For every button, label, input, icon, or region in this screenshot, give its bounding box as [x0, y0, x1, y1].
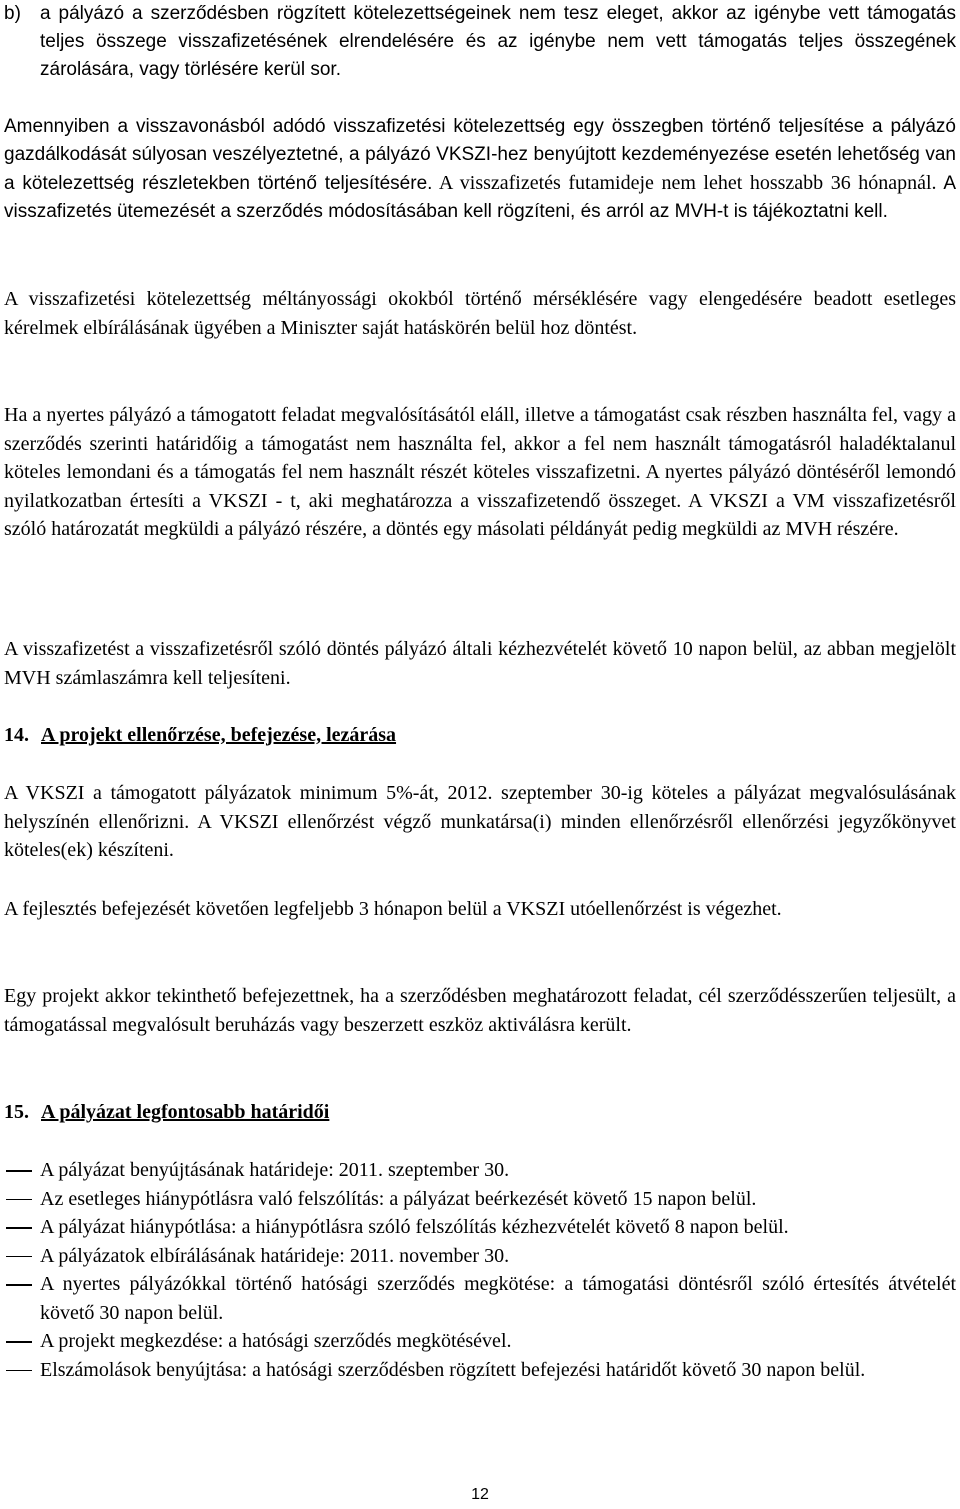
- paragraph-project-completion: Egy projekt akkor tekinthető befejezettnek, ha a szerződésben meghatározott feladat, cél szerződésszerűen teljesült, a támogatással megvalósult beruházás vagy beszerzett eszköz aktiválásra került.: [4, 985, 956, 1036]
- paragraph-repayment-deadline: A visszafizetést a visszafizetésről szóló döntés pályázó általi kézhezvételét követő 10 napon belül, az abban megjelölt MVH számlaszámra kell teljesíteni.: [4, 638, 956, 689]
- list-item: Az esetleges hiánypótlásra való felszólítás: a pályázat beérkezését követő 15 napon belül.: [40, 1187, 757, 1210]
- list-item: A nyertes pályázókkal történő hatósági szerződés megkötése: a támogatási döntésről szóló értesítés átvételét követő 30 napon belül.: [40, 1273, 956, 1324]
- list-item-text: a pályázó a szerződésben rögzített kötelezettségeinek nem tesz eleget, akkor az igénybe vett támogatás teljes összege visszafizetésének elrendelésére és az igénybe nem vett támogatás teljes összegének zárolására, vagy törlésére kerül sor.: [40, 3, 956, 80]
- section-heading-15: [4, 1098, 329, 1126]
- section-number: 15.: [4, 1101, 29, 1123]
- section-title: A pályázat legfontosabb határidői: [41, 1101, 330, 1123]
- section-number: 14.: [4, 724, 29, 746]
- section-title: A projekt ellenőrzése, befejezése, lezárása: [41, 724, 397, 746]
- paragraph-equity-reduction: A visszafizetési kötelezettség méltányossági okokból történő mérséklésére vagy elengedésére beadott esetleges kérelmek elbírálásának ügyében a Miniszter saját hatáskörén belül hoz döntést.: [4, 288, 956, 339]
- list-item-b: [4, 0, 956, 84]
- paragraph-withdrawal: Ha a nyertes pályázó a támogatott feladat megvalósításától eláll, illetve a támogatást csak részben használta fel, vagy a szerződés szerinti határidőig a támogatást nem használta fel, akkor a fel nem használt támogatásról haladéktalanul köteles lemondani és a támogatás fel nem használt részét köteles visszafizetni. A nyertes pályázó döntéséről lemondó nyilatkozatban értesíti a VKSZI - t, aki meghatározza a visszafizetendő összeget. A VKSZI a VM visszafizetésről szóló határozatát megküldi a pályázó részére, a döntés egy másolati példányát pedig megküldi az MVH részére.: [4, 404, 956, 540]
- paragraph-repayment-installments: Amennyiben a visszavonásból adódó visszafizetési kötelezettség egy összegben történő teljesítése a pályázó gazdálkodását súlyosan veszélyeztetné, a pályázó VKSZI-hez benyújtott kezdeményezése esetén lehetőség van a kötelezettség részletekben történő teljesítésére. A visszafizetés futamideje nem lehet hosszabb 36 hónapnál. A visszafizetés ütemezését a szerződés módosításában kell rögzíteni, és arról az MVH-t is tájékoztatni kell.: [4, 116, 957, 222]
- list-item: A pályázat hiánypótlása: a hiánypótlásra szóló felszólítás kézhezvételét követő 8 napon belül.: [40, 1216, 789, 1238]
- page-number: 12: [471, 1486, 489, 1503]
- list-item: A pályázat benyújtásának határideje: 2011. szeptember 30.: [40, 1159, 510, 1181]
- list-item: A pályázatok elbírálásának határideje: 2011. november 30.: [40, 1244, 510, 1267]
- deadline-list: [4, 1156, 956, 1384]
- list-item: A projekt megkezdése: a hatósági szerződés megkötésével.: [40, 1330, 512, 1352]
- list-marker: b): [4, 3, 21, 24]
- paragraph-post-inspection: A fejlesztés befejezését követően legfeljebb 3 hónapon belül a VKSZI utóellenőrzést is végezhet.: [4, 898, 782, 920]
- section-heading-14: [4, 721, 396, 749]
- list-item: Elszámolások benyújtása: a hatósági szerződésben rögzített befejezési határidőt követő 30 napon belül.: [40, 1358, 866, 1381]
- paragraph-inspection: A VKSZI a támogatott pályázatok minimum 5%-át, 2012. szeptember 30-ig köteles a pályázat megvalósulásának helyszínén ellenőrizni. A VKSZI ellenőrzést végző munkatársa(i) minden ellenőrzésről ellenőrzési jegyzőkönyvet köteles(ek) készíteni.: [4, 782, 956, 861]
